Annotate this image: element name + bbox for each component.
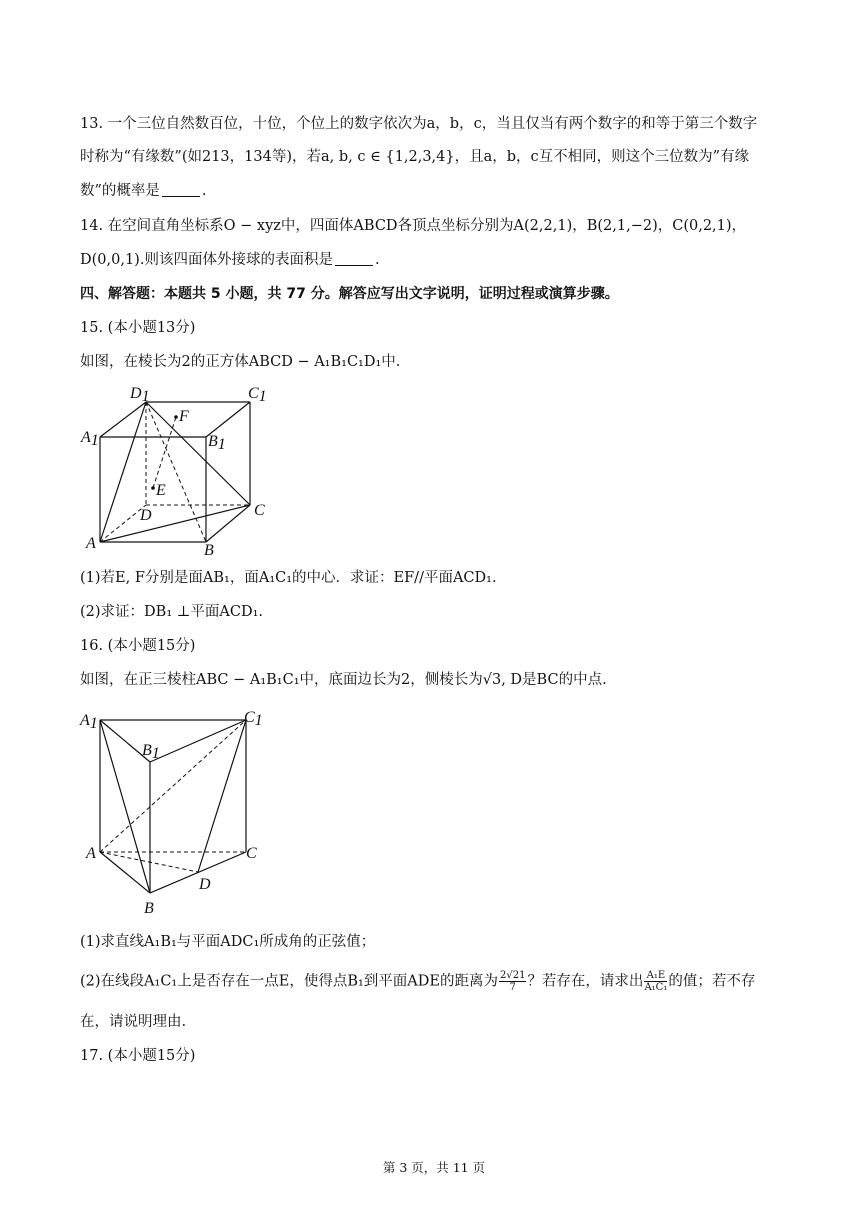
label-c: C: [246, 845, 257, 862]
q17-header: 17. (本小题15分): [80, 1048, 196, 1064]
prism-figure: [78, 700, 278, 920]
answer-blank: [335, 251, 373, 266]
label-f: F: [179, 408, 189, 425]
fraction-numerator: A₁E: [644, 970, 667, 982]
q14-line1: 14. 在空间直角坐标系O − xyz中，四面体ABCD各顶点坐标分别为A(2,2,1)，B(2,1,−2)，C(0,2,1)，: [80, 218, 747, 234]
label-b: B: [144, 900, 154, 917]
label-a: A: [86, 535, 96, 552]
answer-blank: [162, 182, 200, 197]
q15-stem: 如图，在棱长为2的正方体ABCD − A₁B₁C₁D₁中.: [80, 354, 401, 370]
q15-header: 15. (本小题13分): [80, 320, 196, 336]
label-d: D: [140, 507, 152, 524]
label-a1: A1: [80, 712, 98, 732]
q16-part2-text-a: (2)在线段A₁C₁上是否存在一点E，使得点B₁到平面ADE的距离为: [80, 973, 498, 990]
fraction-denominator: A₁C₁: [644, 982, 668, 993]
q15-part1: (1)若E, F分别是面AB₁，面A₁C₁的中心．求证：EF//平面ACD₁.: [80, 570, 497, 586]
q14-line2-end: .: [374, 252, 380, 268]
q14-line2: [80, 250, 380, 270]
q16-stem: 如图，在正三棱柱ABC − A₁B₁C₁中，底面边长为2，侧棱长为√3, D是BC的中点.: [80, 672, 607, 688]
q14-line2-text: D(0,0,1).则该四面体外接球的表面积是: [80, 252, 333, 268]
page-footer: 第 3 页，共 11 页: [382, 1160, 486, 1175]
label-a: A: [86, 845, 96, 862]
label-e: E: [156, 482, 166, 499]
label-b1: B1: [208, 433, 226, 453]
label-b: B: [204, 542, 214, 559]
q13-line3-text: 数”的概率是: [80, 183, 160, 199]
label-d1: D1: [130, 385, 150, 405]
q16-part2-text-c: 的值；若不存: [668, 973, 756, 990]
section-heading: 四、解答题：本题共 5 小题，共 77 分。解答应写出文字说明，证明过程或演算步骤。: [80, 286, 619, 302]
q16-part2-line2: 在，请说明理由.: [80, 1014, 187, 1030]
q13-line2: 时称为“有缘数”(如213，134等)，若a, b, c ∈ {1,2,3,4}，且a，b，c互不相同，则这个三位数为”有缘: [80, 149, 750, 165]
label-a1: A1: [81, 429, 99, 449]
label-c1: C1: [244, 709, 263, 729]
fraction-denominator: 7: [509, 982, 516, 993]
q16-part2-text-b: ？若存在，请求出: [527, 973, 644, 990]
q13-line3: [80, 181, 207, 201]
q13-line1: 13. 一个三位自然数百位，十位，个位上的数字依次为a，b，c，当且仅当有两个数字的和等于第三个数字: [80, 116, 758, 132]
fraction-distance: [499, 970, 526, 993]
q13-line3-end: .: [201, 183, 207, 199]
label-b1: B1: [142, 742, 160, 762]
cube-figure: [78, 380, 278, 560]
fraction-ratio: [644, 970, 667, 993]
q16-part1: (1)求直线A₁B₁与平面ADC₁所成角的正弦值；: [80, 934, 376, 950]
q15-part2: (2)求证：DB₁ ⊥平面ACD₁.: [80, 604, 263, 620]
fraction-numerator: 2√21: [499, 970, 526, 981]
q16-header: 16. (本小题15分): [80, 638, 196, 654]
label-d: D: [199, 876, 211, 893]
q16-part2-line1: [80, 970, 755, 993]
label-c1: C1: [248, 385, 267, 405]
label-c: C: [254, 502, 265, 519]
